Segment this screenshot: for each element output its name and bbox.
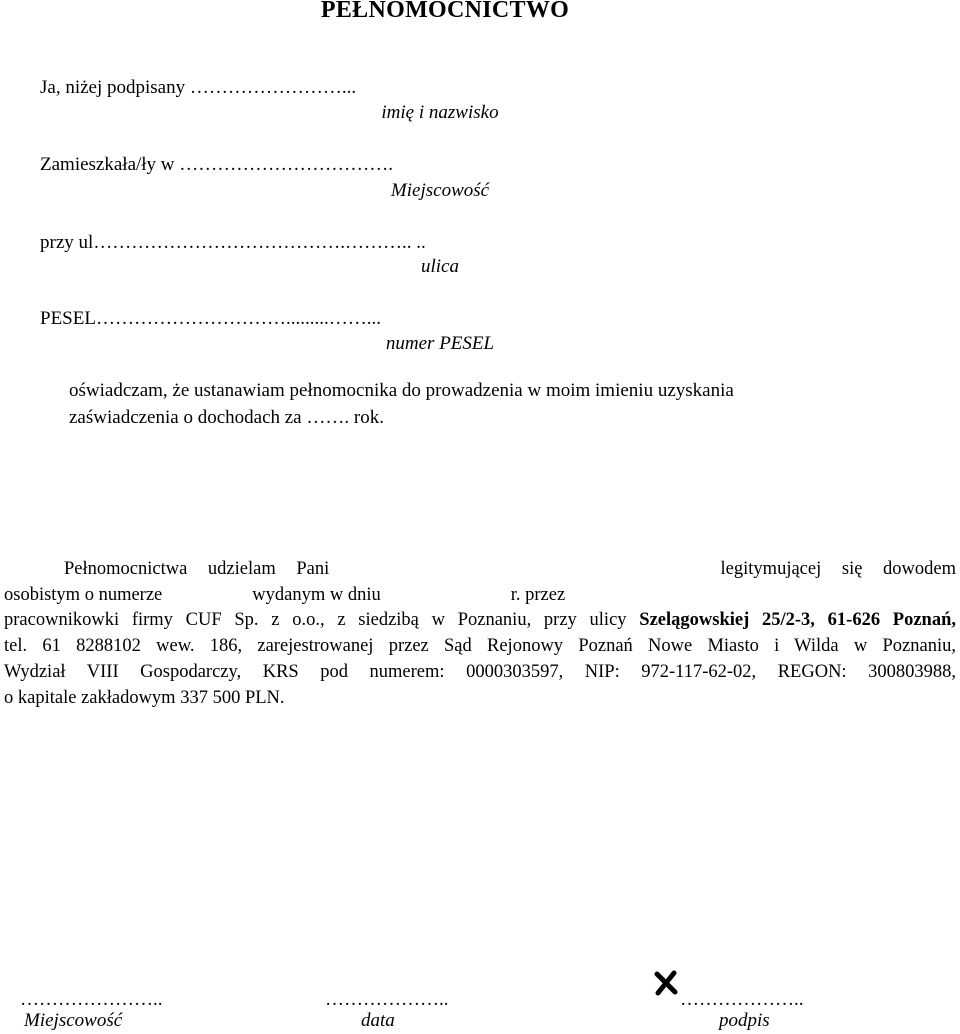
authorization-id-intro: legitymującej się dowodem bbox=[720, 559, 957, 579]
authorization-grantee-intro: Pełnomocnictwa udzielam Pani bbox=[64, 559, 330, 579]
place-signature-label: Miejscowość bbox=[24, 1010, 123, 1031]
signature-line[interactable]: ……………….. bbox=[680, 989, 804, 1010]
place-signature-line[interactable]: ………………….. bbox=[20, 989, 163, 1010]
authorization-line-2 bbox=[4, 583, 956, 609]
authorization-company-address: Szelągowskiej 25/2-3, 61-626 Poznań, bbox=[639, 610, 957, 631]
authorization-paragraph bbox=[4, 557, 956, 711]
authorization-issued-label: wydanym w dniu bbox=[252, 584, 381, 605]
authorization-company-intro: pracownikowki firmy CUF Sp. z o.o., z siedzibą w Poznaniu, przy ulicy bbox=[4, 610, 627, 631]
x-mark-icon bbox=[653, 970, 679, 996]
street-field-hint: ulica bbox=[421, 256, 459, 277]
authorization-line-3 bbox=[4, 608, 956, 634]
residence-field-hint: Miejscowość bbox=[390, 180, 490, 201]
name-field-hint: imię i nazwisko bbox=[381, 102, 499, 123]
authorization-issuer-label: r. przez bbox=[510, 584, 566, 605]
name-field-line[interactable]: Ja, niżej podpisany ……………………... bbox=[40, 77, 357, 98]
authorization-line-4: tel. 61 8288102 wew. 186, zarejestrowanej przez Sąd Rejonowy Poznań Nowe Miasto i Wilda w Poznaniu, bbox=[4, 636, 956, 657]
street-field-line[interactable]: przy ul………………………………….……….. .. bbox=[40, 232, 426, 253]
date-signature-label: data bbox=[361, 1010, 395, 1031]
declaration-line-1: oświadczam, że ustanawiam pełnomocnika do prowadzenia w moim imieniu uzyskania bbox=[69, 380, 734, 401]
declaration-line-2: zaświadczenia o dochodach za ……. rok. bbox=[69, 407, 384, 428]
document-title: PEŁNOMOCNICTWO bbox=[320, 0, 570, 23]
authorization-line-5: Wydział VIII Gospodarczy, KRS pod numerem: 0000303597, NIP: 972-117-62-02, REGON: 300803988, bbox=[4, 661, 956, 682]
pesel-field-hint: numer PESEL bbox=[385, 333, 495, 354]
authorization-line-1 bbox=[4, 557, 956, 583]
residence-field-line[interactable]: Zamieszkała/ły w ……………………………. bbox=[40, 154, 394, 175]
pesel-field-line[interactable]: PESEL………………………….........……... bbox=[40, 308, 381, 329]
authorization-id-number-label: osobistym o numerze bbox=[4, 584, 163, 605]
signature-label: podpis bbox=[719, 1010, 770, 1031]
authorization-line-6: o kapitale zakładowym 337 500 PLN. bbox=[4, 687, 285, 708]
date-signature-line[interactable]: ……………….. bbox=[325, 989, 449, 1010]
